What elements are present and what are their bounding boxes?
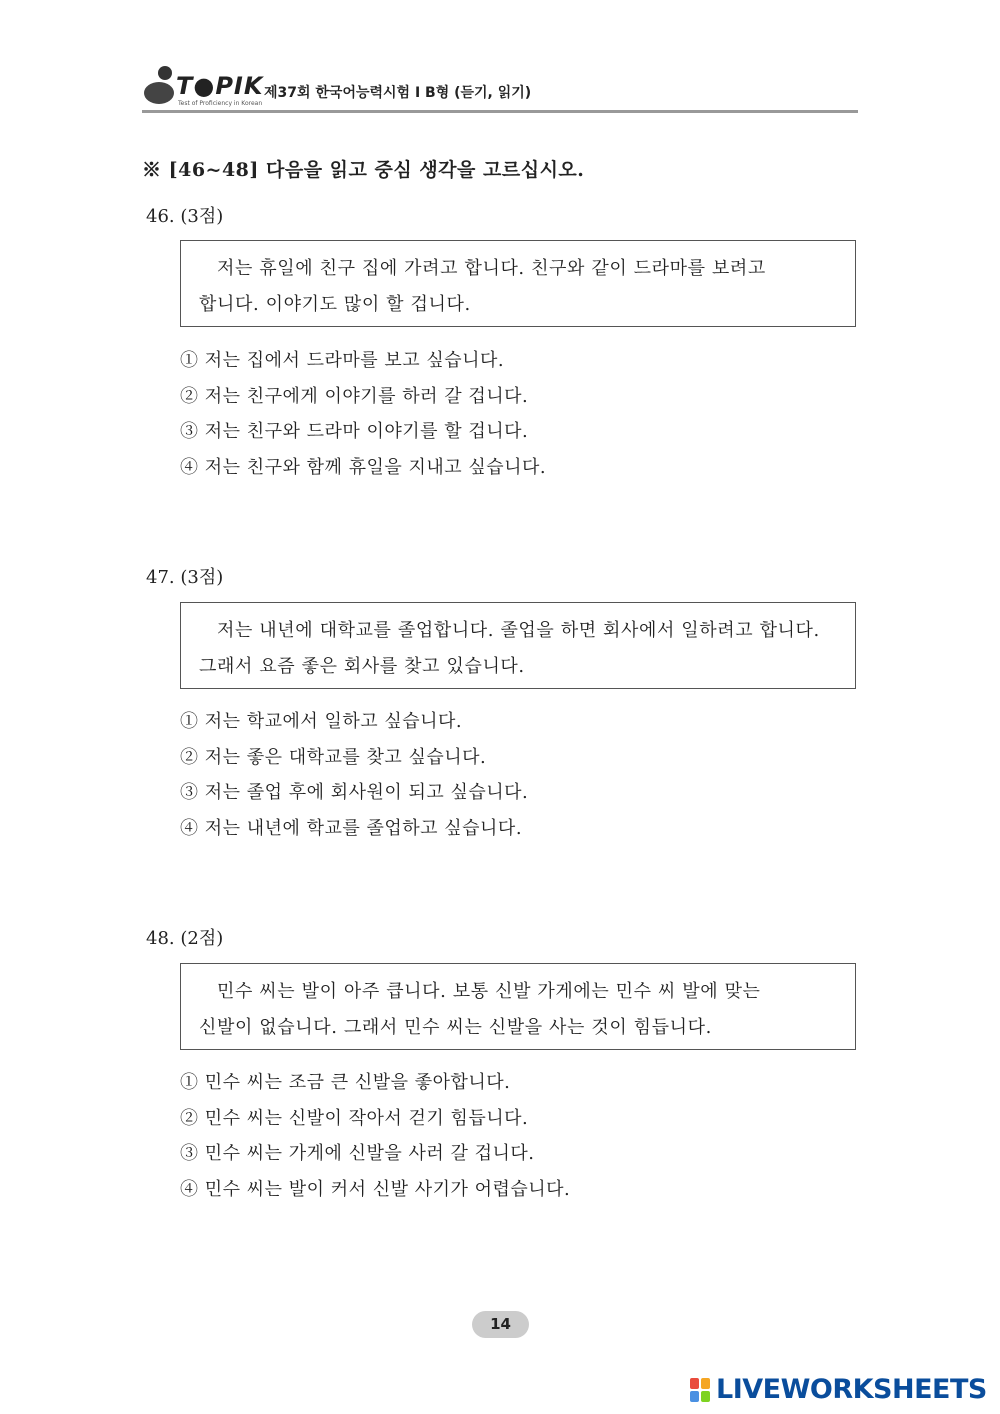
question-label: 47. (3점) (146, 567, 224, 588)
answer-option[interactable]: ③ 저는 친구와 드라마 이야기를 할 겁니다. (180, 421, 529, 442)
answer-option[interactable]: ④ 민수 씨는 발이 커서 신발 사기가 어렵습니다. (180, 1178, 571, 1200)
watermark-text: LIVEWORKSHEETS (716, 1374, 987, 1405)
passage-line: 저는 내년에 대학교를 졸업합니다. 졸업을 하면 회사에서 일하려고 합니다. (217, 620, 820, 641)
answer-option[interactable]: ③ 민수 씨는 가게에 신발을 사러 갈 겁니다. (180, 1143, 535, 1164)
passage-line: 저는 휴일에 친구 집에 가려고 합니다. 친구와 같이 드라마를 보려고 (217, 258, 766, 279)
answer-option[interactable]: ① 저는 집에서 드라마를 보고 싶습니다. (180, 350, 505, 371)
answer-options (180, 343, 546, 485)
answer-option[interactable]: ② 저는 친구에게 이야기를 하러 갈 겁니다. (180, 385, 529, 407)
liveworksheets-logo-icon (690, 1378, 712, 1404)
reading-passage (180, 240, 856, 327)
header-divider (142, 110, 858, 113)
page-number: 14 (472, 1311, 529, 1338)
answer-option[interactable]: ④ 저는 친구와 함께 휴일을 지내고 싶습니다. (180, 456, 547, 478)
liveworksheets-watermark (690, 1374, 990, 1408)
reading-passage (180, 963, 856, 1050)
passage-line: 신발이 없습니다. 그래서 민수 씨는 신발을 사는 것이 힘듭니다. (199, 1017, 712, 1038)
passage-line: 민수 씨는 발이 아주 큽니다. 보통 신발 가게에는 민수 씨 발에 맞는 (217, 981, 761, 1002)
instruction-heading: ※ [46~48] 다음을 읽고 중심 생각을 고르십시오. (142, 159, 585, 181)
answer-option[interactable]: ① 민수 씨는 조금 큰 신발을 좋아합니다. (180, 1072, 511, 1093)
answer-options (180, 704, 528, 846)
answer-option[interactable]: ① 저는 학교에서 일하고 싶습니다. (180, 711, 463, 732)
topik-logo: T●PIK Test of Proficiency in Korean (142, 64, 262, 110)
answer-options (180, 1065, 570, 1207)
passage-line: 그래서 요즘 좋은 회사를 찾고 있습니다. (199, 656, 525, 677)
question-label: 46. (3점) (146, 206, 224, 227)
answer-option[interactable]: ② 민수 씨는 신발이 작아서 걷기 힘듭니다. (180, 1107, 529, 1129)
reading-passage (180, 602, 856, 689)
answer-option[interactable]: ② 저는 좋은 대학교를 찾고 싶습니다. (180, 746, 487, 768)
question-label: 48. (2점) (146, 928, 224, 949)
answer-option[interactable]: ④ 저는 내년에 학교를 졸업하고 싶습니다. (180, 817, 523, 839)
passage-line: 합니다. 이야기도 많이 할 겁니다. (199, 294, 471, 315)
answer-option[interactable]: ③ 저는 졸업 후에 회사원이 되고 싶습니다. (180, 782, 529, 803)
exam-title: 제37회 한국어능력시험 I B형 (듣기, 읽기) (264, 85, 532, 101)
page-header (142, 64, 858, 114)
